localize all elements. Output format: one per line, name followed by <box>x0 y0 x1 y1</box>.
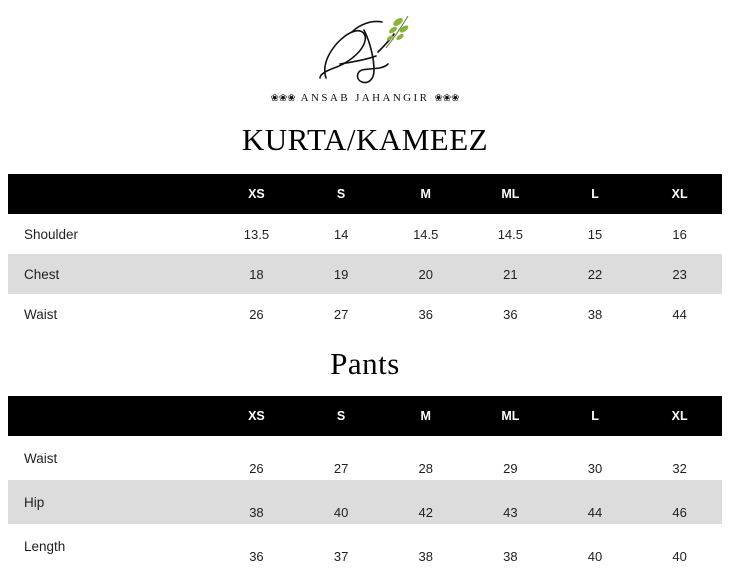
cell-length-m: 38 <box>383 524 468 568</box>
cell-waist-xl: 32 <box>637 436 722 480</box>
table-header-kurta <box>8 174 722 214</box>
section-title-kurta: KURTA/KAMEEZ <box>241 122 489 157</box>
table-row <box>8 294 722 334</box>
row-label-shoulder: Shoulder <box>8 214 214 254</box>
table-row <box>8 254 722 294</box>
cell-length-xl: 40 <box>637 524 722 568</box>
cell-waist-ml: 36 <box>468 294 553 334</box>
cell-shoulder-l: 15 <box>553 214 638 254</box>
brand-right-deco-icon: ❀❀❀ <box>434 93 460 104</box>
cell-hip-m: 42 <box>383 480 468 524</box>
cell-shoulder-xs: 13.5 <box>214 214 299 254</box>
cell-chest-xl: 23 <box>637 254 722 294</box>
cell-waist-s: 27 <box>299 436 384 480</box>
cell-waist-xs: 26 <box>214 294 299 334</box>
table-header-row <box>8 396 722 436</box>
column-header-l: L <box>553 396 638 436</box>
brand-logo-icon <box>0 12 730 90</box>
column-header-m: M <box>383 396 468 436</box>
row-label-waist: Waist <box>8 294 214 334</box>
table-header-pants <box>8 396 722 436</box>
brand-name-text: ANSAB JAHANGIR <box>300 92 430 104</box>
cell-waist-l: 38 <box>553 294 638 334</box>
cell-chest-m: 20 <box>383 254 468 294</box>
table-row <box>8 524 722 568</box>
cell-hip-xs: 38 <box>214 480 299 524</box>
row-label-waist: Waist <box>8 436 214 480</box>
table-row <box>8 480 722 524</box>
column-header-ml: ML <box>468 174 553 214</box>
cell-hip-l: 44 <box>553 480 638 524</box>
cell-waist-m: 36 <box>383 294 468 334</box>
cell-waist-xs: 26 <box>214 436 299 480</box>
cell-hip-ml: 43 <box>468 480 553 524</box>
brand-left-deco-icon: ❀❀❀ <box>270 93 296 104</box>
cell-length-ml: 38 <box>468 524 553 568</box>
table-row <box>8 436 722 480</box>
column-header-ml: ML <box>468 396 553 436</box>
table-body-pants <box>8 436 722 568</box>
cell-chest-ml: 21 <box>468 254 553 294</box>
table-header-row <box>8 174 722 214</box>
cell-hip-xl: 46 <box>637 480 722 524</box>
cell-shoulder-xl: 16 <box>637 214 722 254</box>
table-body-kurta <box>8 214 722 334</box>
cell-waist-m: 28 <box>383 436 468 480</box>
cell-waist-xl: 44 <box>637 294 722 334</box>
cell-shoulder-ml: 14.5 <box>468 214 553 254</box>
cell-chest-s: 19 <box>299 254 384 294</box>
cell-chest-l: 22 <box>553 254 638 294</box>
cell-shoulder-m: 14.5 <box>383 214 468 254</box>
column-header-xs: XS <box>214 396 299 436</box>
row-label-hip: Hip <box>8 480 214 524</box>
section-title-pants: Pants <box>330 346 400 381</box>
row-label-chest: Chest <box>8 254 214 294</box>
cell-hip-s: 40 <box>299 480 384 524</box>
column-header-label <box>8 174 214 214</box>
cell-shoulder-s: 14 <box>299 214 384 254</box>
row-label-length: Length <box>8 524 214 568</box>
size-table-kurta <box>8 174 722 334</box>
table-row <box>8 214 722 254</box>
cell-waist-l: 30 <box>553 436 638 480</box>
brand-header <box>0 0 730 104</box>
column-header-xl: XL <box>637 396 722 436</box>
size-table-pants <box>8 396 722 568</box>
column-header-l: L <box>553 174 638 214</box>
column-header-label <box>8 396 214 436</box>
cell-length-l: 40 <box>553 524 638 568</box>
column-header-s: S <box>299 396 384 436</box>
column-header-m: M <box>383 174 468 214</box>
brand-name <box>0 92 730 104</box>
cell-waist-ml: 29 <box>468 436 553 480</box>
column-header-s: S <box>299 174 384 214</box>
column-header-xs: XS <box>214 174 299 214</box>
cell-length-xs: 36 <box>214 524 299 568</box>
cell-length-s: 37 <box>299 524 384 568</box>
cell-chest-xs: 18 <box>214 254 299 294</box>
cell-waist-s: 27 <box>299 294 384 334</box>
column-header-xl: XL <box>637 174 722 214</box>
